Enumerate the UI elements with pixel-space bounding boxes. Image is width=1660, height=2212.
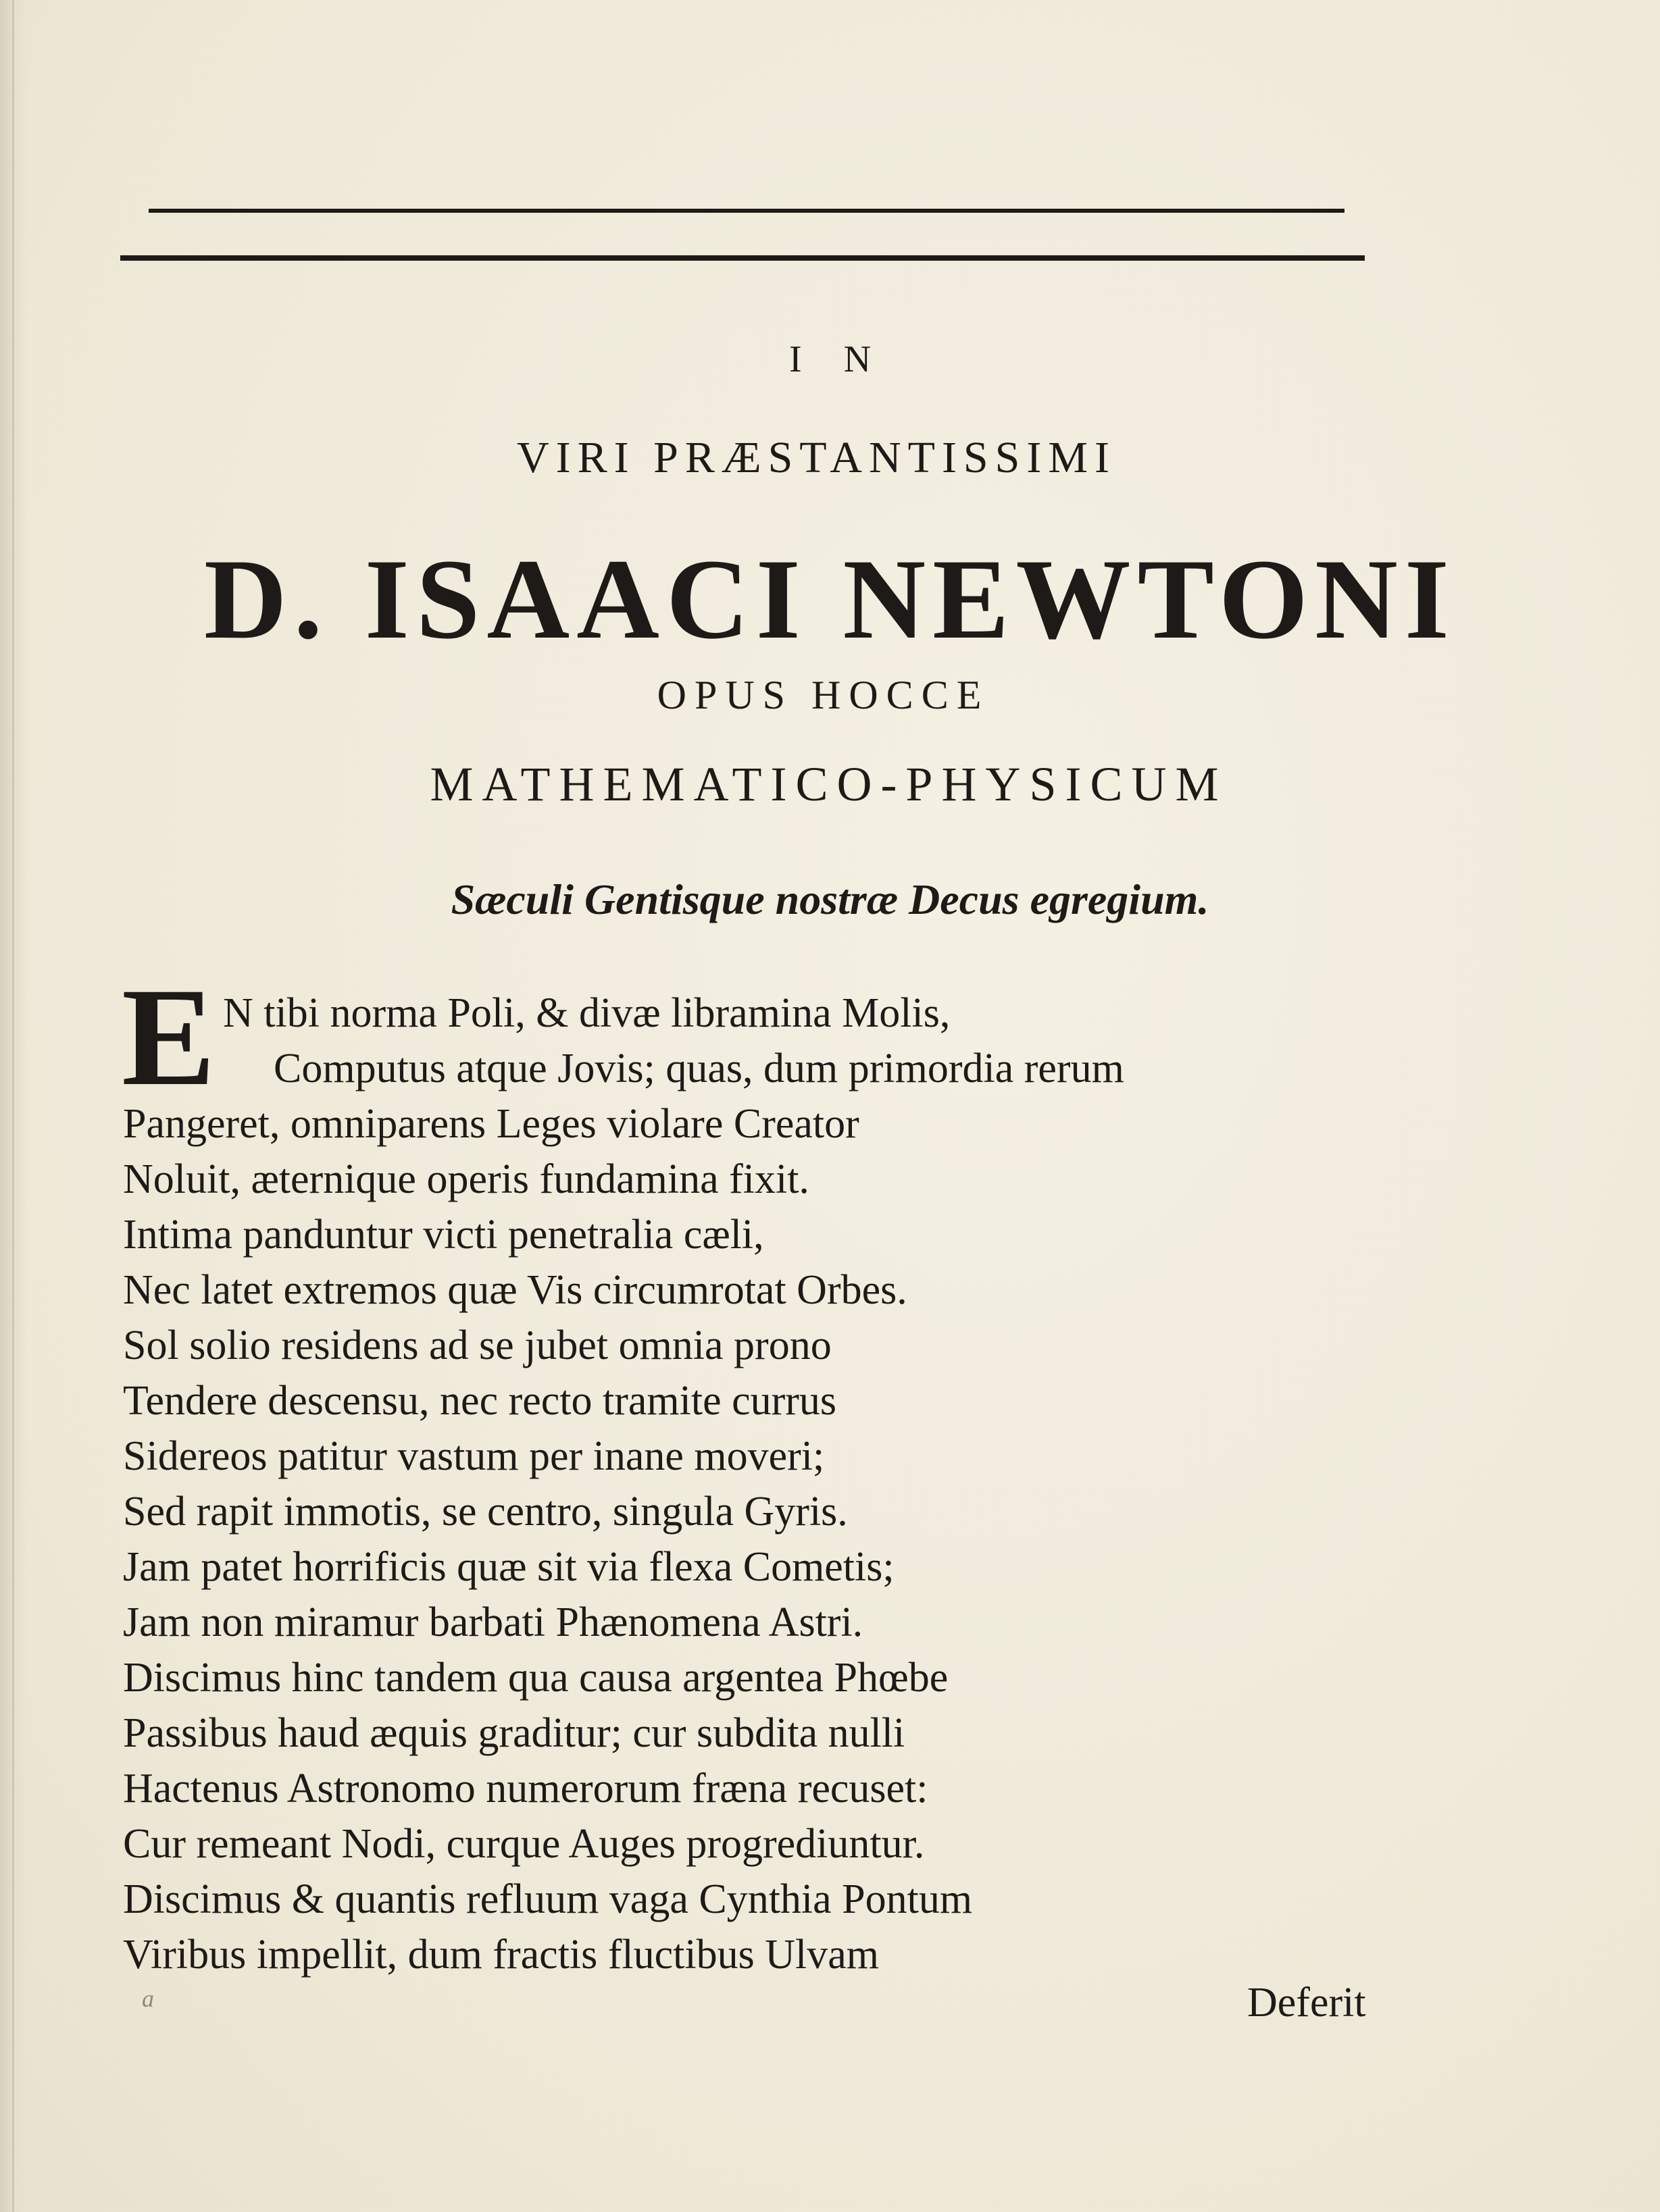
verse-line: Computus atque Jovis; quas, dum primordia rerum: [274, 1046, 1124, 1091]
verse-line: Tendere descensu, nec recto tramite currus: [123, 1378, 837, 1424]
heading-mathematico-physicum: MATHEMATICO-PHYSICUM: [430, 757, 1228, 811]
catchword: Deferit: [1247, 1980, 1366, 2026]
verse-line: Cur remeant Nodi, curque Auges progrediuntur.: [123, 1821, 925, 1867]
verse-line: Pangeret, omniparens Leges violare Creator: [123, 1101, 859, 1147]
heading-saeculi-decus: Sæculi Gentisque nostræ Decus egregium.: [451, 875, 1209, 923]
verse-line: N tibi norma Poli, & divæ libramina Molis,: [223, 990, 951, 1036]
verse-line: Nec latet extremos quæ Vis circumrotat Orbes.: [123, 1267, 907, 1313]
verse-line: Discimus hinc tandem qua causa argentea Phœbe: [123, 1655, 949, 1701]
verse-line: Sed rapit immotis, se centro, singula Gyris.: [123, 1489, 848, 1535]
verse-line: Intima panduntur victi penetralia cæli,: [123, 1212, 764, 1258]
verse-line: Viribus impellit, dum fractis fluctibus Ulvam: [123, 1932, 879, 1978]
verse-line: Jam patet horrificis quæ sit via flexa Cometis;: [123, 1544, 895, 1590]
binding-edge: [12, 0, 14, 2212]
heading-in: I N: [788, 338, 888, 380]
verse-line: Discimus & quantis refluum vaga Cynthia Pontum: [123, 1876, 973, 1922]
header-rule-bottom: [120, 255, 1365, 261]
drop-cap: E: [122, 959, 216, 1114]
heading-opus-hocce: OPUS HOCCE: [657, 673, 990, 717]
verse-line: Noluit, æternique operis fundamina fixit.: [123, 1156, 809, 1202]
heading-isaaci-newtoni: D. ISAACI NEWTONI: [203, 536, 1457, 663]
verse-line: Sol solio residens ad se jubet omnia prono: [123, 1322, 832, 1368]
verse-line: Passibus haud æquis graditur; cur subdita nulli: [123, 1710, 905, 1756]
heading-viri-praestantissimi: VIRI PRÆSTANTISSIMI: [517, 433, 1116, 482]
verse-line: Jam non miramur barbati Phænomena Astri.: [123, 1599, 863, 1645]
verse-line: Hactenus Astronomo numerorum fræna recuset:: [123, 1766, 928, 1811]
signature-mark: a: [142, 1985, 154, 2012]
header-rule-top: [149, 209, 1344, 213]
verse-line: Sidereos patitur vastum per inane moveri;: [123, 1433, 825, 1479]
